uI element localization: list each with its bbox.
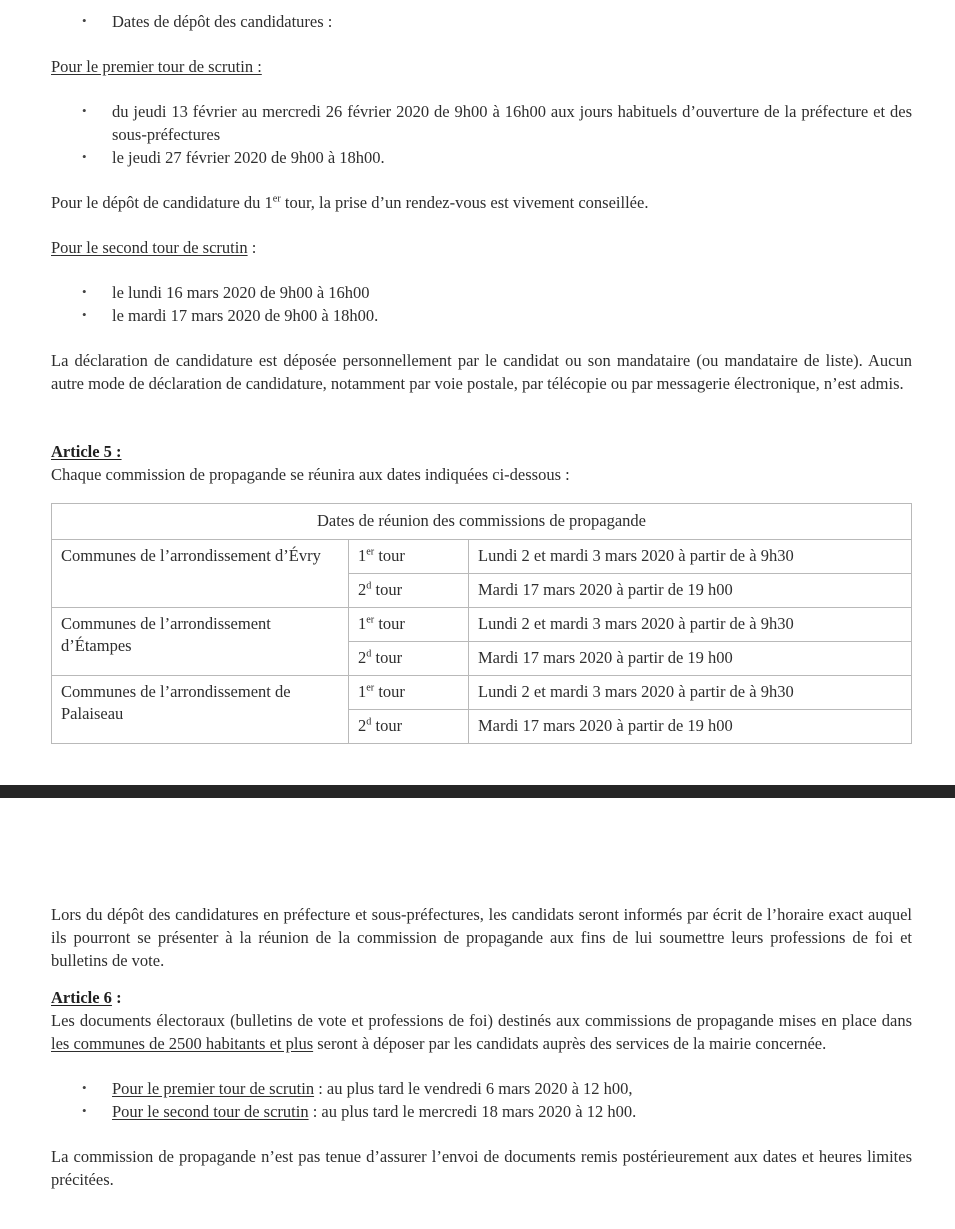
tour-number: 2 bbox=[358, 580, 367, 599]
tour-number: 2 bbox=[358, 648, 367, 667]
tour-superscript: d bbox=[366, 716, 372, 728]
page-break-bar bbox=[0, 785, 955, 798]
deposit-dates-bullet-list bbox=[51, 10, 912, 33]
article-6-title bbox=[51, 986, 912, 1009]
tour-label: tour bbox=[371, 648, 403, 667]
declaration-paragraph: La déclaration de candidature est déposée personnellement par le candidat ou son mandataire (ou mandataire de liste). Aucun autre mode de déclaration de candidature, notamment par voie postale, par télécopie ou par messagerie électronique, n’est admis. bbox=[51, 351, 912, 393]
article-5-title bbox=[51, 440, 912, 463]
appointment-note-before: Pour le dépôt de candidature du 1 bbox=[51, 193, 273, 212]
table-cell-date: Lundi 2 et mardi 3 mars 2020 à partir de à 9h30 bbox=[469, 676, 912, 710]
tour-superscript: er bbox=[366, 614, 375, 626]
article-6-body-underlined: les communes de 2500 habitants et plus bbox=[51, 1034, 314, 1053]
table-cell-tour bbox=[349, 608, 469, 642]
appointment-note-after: tour, la prise d’un rendez-vous est vivement conseillée. bbox=[280, 193, 649, 212]
list-item: • le jeudi 27 février 2020 de 9h00 à 18h00. bbox=[51, 146, 912, 169]
article-6-deadlines-list bbox=[51, 1077, 912, 1123]
table-row bbox=[52, 676, 912, 710]
table-header-row bbox=[52, 504, 912, 540]
table-cell-arrondissement: Communes de l’arrondissement d’Évry bbox=[52, 540, 349, 608]
article-6-body-after: seront à déposer par les candidats auprès des services de la mairie concernée. bbox=[313, 1034, 827, 1053]
table-cell-date: Lundi 2 et mardi 3 mars 2020 à partir de à 9h30 bbox=[469, 540, 912, 574]
list-item: • Dates de dépôt des candidatures : bbox=[51, 10, 912, 33]
tour-label: tour bbox=[374, 546, 405, 565]
tour-superscript: d bbox=[366, 580, 372, 592]
propaganda-commission-table bbox=[51, 503, 912, 744]
list-item: • le mardi 17 mars 2020 de 9h00 à 18h00. bbox=[51, 304, 912, 327]
table-cell-tour bbox=[349, 574, 469, 608]
tour-superscript: er bbox=[366, 546, 375, 558]
table-cell-date: Mardi 17 mars 2020 à partir de 19 h00 bbox=[469, 574, 912, 608]
table-cell-date: Lundi 2 et mardi 3 mars 2020 à partir de à 9h30 bbox=[469, 608, 912, 642]
table-header-title: Dates de réunion des commissions de propagande bbox=[52, 504, 912, 540]
tour-superscript: er bbox=[366, 682, 375, 694]
list-item: • du jeudi 13 février au mercredi 26 février 2020 de 9h00 à 16h00 aux jours habituels d’ouverture de la préfecture et des sous-préfectures bbox=[51, 100, 912, 146]
article-5-section bbox=[51, 440, 912, 486]
spacer bbox=[51, 327, 912, 349]
tour-number: 1 bbox=[358, 682, 367, 701]
spacer bbox=[51, 1123, 912, 1145]
article-6-title-label: Article 6 bbox=[51, 988, 112, 1007]
tour-label: tour bbox=[371, 716, 403, 735]
commission-info-paragraph: Lors du dépôt des candidatures en préfecture et sous-préfectures, les candidats seront informés par écrit de l’horaire exact auquel ils pourront se présenter à la réunion de la commission de propagande aux fins de lui soumettre leurs professions de foi et bulletins de vote. bbox=[51, 905, 912, 970]
tour-label: tour bbox=[371, 580, 403, 599]
article-6-section bbox=[51, 986, 912, 1191]
heading-first-round bbox=[51, 55, 912, 78]
tour-label: tour bbox=[374, 614, 405, 633]
spacer bbox=[51, 169, 912, 191]
table-row bbox=[52, 540, 912, 574]
article-5-title-label: Article 5 : bbox=[51, 442, 122, 461]
table-row bbox=[52, 608, 912, 642]
spacer bbox=[51, 259, 912, 281]
tour-number: 1 bbox=[358, 614, 367, 633]
list-item: • le lundi 16 mars 2020 de 9h00 à 16h00 bbox=[51, 281, 912, 304]
heading-second-round-colon: : bbox=[247, 238, 257, 257]
table-cell-date: Mardi 17 mars 2020 à partir de 19 h00 bbox=[469, 710, 912, 744]
spacer bbox=[51, 33, 912, 55]
bottom-section bbox=[51, 903, 912, 972]
spacer bbox=[51, 214, 912, 236]
deadline-round-label: Pour le second tour de scrutin bbox=[112, 1102, 309, 1121]
table-cell-date: Mardi 17 mars 2020 à partir de 19 h00 bbox=[469, 642, 912, 676]
list-item bbox=[51, 1077, 912, 1100]
second-round-dates-list bbox=[51, 281, 912, 327]
table-cell-tour bbox=[349, 676, 469, 710]
article-6-body bbox=[51, 1009, 912, 1055]
article-6-closing-paragraph: La commission de propagande n’est pas tenue d’assurer l’envoi de documents remis postérieurement aux dates et heures limites précitées. bbox=[51, 1147, 912, 1189]
article-5-intro: Chaque commission de propagande se réunira aux dates indiquées ci-dessous : bbox=[51, 465, 570, 484]
article-6-body-before: Les documents électoraux (bulletins de vote et professions de foi) destinés aux commissions de propagande mises en place dans bbox=[51, 1011, 912, 1030]
deadline-round-text: : au plus tard le vendredi 6 mars 2020 à 12 h00, bbox=[314, 1079, 633, 1098]
ordinal-superscript: er bbox=[272, 193, 281, 205]
heading-second-round bbox=[51, 236, 912, 259]
tour-label: tour bbox=[374, 682, 405, 701]
spacer bbox=[51, 78, 912, 100]
table-cell-tour bbox=[349, 540, 469, 574]
tour-number: 1 bbox=[358, 546, 367, 565]
table-cell-tour bbox=[349, 642, 469, 676]
deadline-round-text: : au plus tard le mercredi 18 mars 2020 à 12 h00. bbox=[308, 1102, 637, 1121]
tour-superscript: d bbox=[366, 648, 372, 660]
heading-second-round-label: Pour le second tour de scrutin bbox=[51, 238, 248, 257]
table-cell-arrondissement: Communes de l’arrondissement d’Étampes bbox=[52, 608, 349, 676]
top-section bbox=[51, 10, 912, 395]
propaganda-commission-table-wrapper bbox=[51, 503, 912, 744]
table-cell-tour bbox=[349, 710, 469, 744]
list-item bbox=[51, 1100, 912, 1123]
article-6-title-colon: : bbox=[111, 988, 122, 1007]
appointment-note bbox=[51, 191, 912, 214]
heading-first-round-label: Pour le premier tour de scrutin : bbox=[51, 57, 262, 76]
tour-number: 2 bbox=[358, 716, 367, 735]
deadline-round-label: Pour le premier tour de scrutin bbox=[112, 1079, 315, 1098]
spacer bbox=[51, 1055, 912, 1077]
table-cell-arrondissement: Communes de l’arrondissement de Palaiseau bbox=[52, 676, 349, 744]
first-round-dates-list bbox=[51, 100, 912, 169]
